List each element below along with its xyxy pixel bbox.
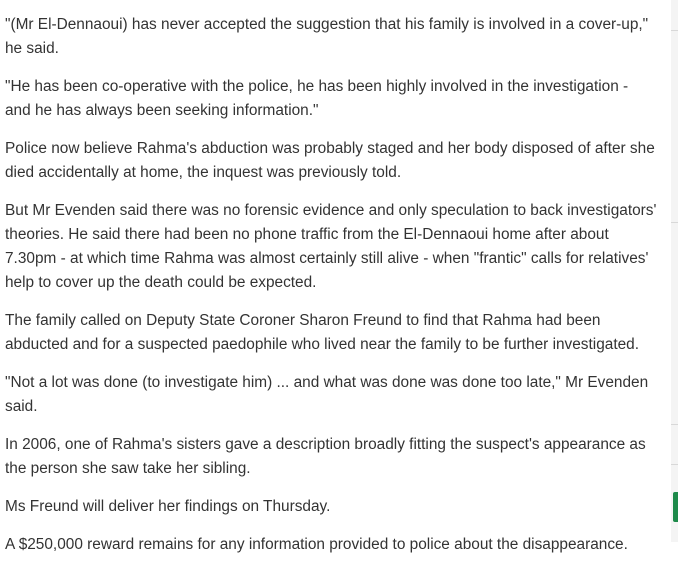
sidebar-edge (671, 0, 678, 542)
article-paragraph: The family called on Deputy State Coroner Sharon Freund to find that Rahma had been abducted and for a suspected paedophile who lived near the family to be further investigated. (5, 312, 639, 353)
article-paragraph: A $250,000 reward remains for any information provided to police about the disappearance. (5, 536, 628, 553)
sidebar-badge[interactable] (673, 492, 678, 522)
sidebar-divider (671, 222, 678, 223)
article-paragraph: Police now believe Rahma's abduction was probably staged and her body disposed of after she died accidentally at home, the inquest was previously told. (5, 140, 655, 181)
sidebar-divider (671, 30, 678, 31)
sidebar-divider (671, 464, 678, 465)
article-body (5, 13, 657, 571)
article-paragraph: "He has been co-operative with the police, he has been highly involved in the investigation - and he has always been seeking information." (5, 78, 629, 119)
article-paragraph: "Not a lot was done (to investigate him) ... and what was done was done too late," Mr Evenden said. (5, 374, 649, 415)
sidebar-divider (671, 424, 678, 425)
article-paragraph: "(Mr El-Dennaoui) has never accepted the suggestion that his family is involved in a cover-up," he said. (5, 16, 649, 57)
article-paragraph: Ms Freund will deliver her findings on Thursday. (5, 498, 331, 515)
article-paragraph: In 2006, one of Rahma's sisters gave a description broadly fitting the suspect's appearance as the person she saw take her sibling. (5, 436, 646, 477)
article-paragraph: But Mr Evenden said there was no forensic evidence and only speculation to back investigators' theories. He said there had been no phone traffic from the El-Dennaoui home after about 7.30pm - at which time Rahma was almost certainly still alive - when "frantic" calls for relatives' help to cover up the death could be expected. (5, 202, 657, 291)
